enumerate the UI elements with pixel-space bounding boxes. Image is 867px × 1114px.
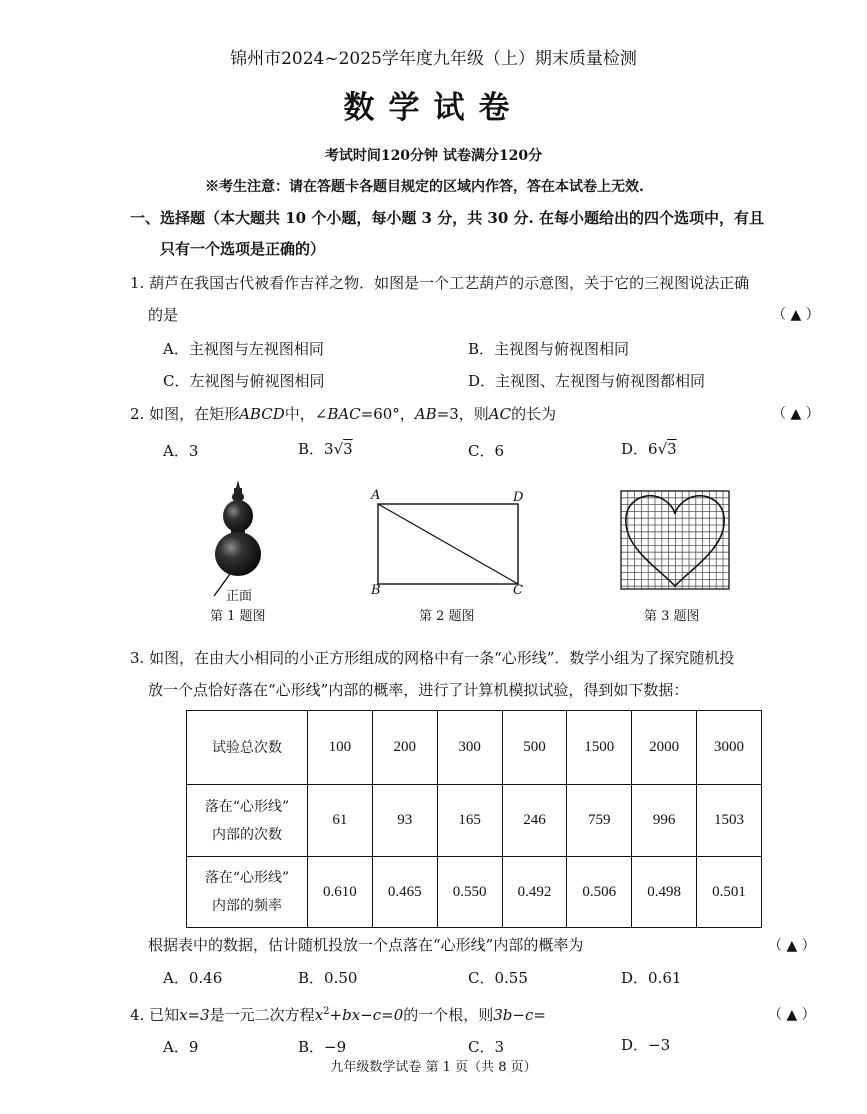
table-cell: 0.492 <box>502 857 567 928</box>
fig2-label-a: A <box>371 488 381 503</box>
q4-eq-rest: +bx−c=0 <box>329 1006 404 1024</box>
table-cell: 1500 <box>567 711 632 785</box>
q1-option-c: C．左视图与俯视图相同 <box>163 372 325 390</box>
q3-option-c: C．0.55 <box>468 969 528 987</box>
table-cell: 0.506 <box>567 857 632 928</box>
exam-header: 锦州市2024~2025学年度九年级（上）期末质量检测 <box>230 49 637 69</box>
table-cell: 0.465 <box>372 857 437 928</box>
q4-stem-mid: 是一元二次方程 <box>209 1006 315 1024</box>
table-cell: 100 <box>308 711 373 785</box>
q2-answer-mark: （ ▲ ） <box>772 406 820 422</box>
table-header-line: 落在“心形线” <box>204 798 290 815</box>
rectangle-figure <box>376 502 520 586</box>
q4-expression: 3b−c= <box>493 1006 546 1024</box>
table-cell: 759 <box>567 785 632 857</box>
table-cell: 246 <box>502 785 567 857</box>
grid-lines <box>621 491 729 589</box>
q4-eq-exponent: 2 <box>323 1006 330 1017</box>
table-header-line: 内部的频率 <box>212 898 282 914</box>
heart-grid-figure <box>620 490 730 590</box>
q2-option-d-coef: 6 <box>648 440 658 458</box>
sqrt-icon: √ <box>657 440 668 458</box>
q2-option-b <box>298 438 353 459</box>
q3-stem-cont: 放一个点恰好落在“心形线”内部的概率，进行了计算机模拟试验，得到如下数据： <box>148 681 689 699</box>
q1-option-d: D．主视图、左视图与俯视图都相同 <box>468 372 706 390</box>
simulation-table <box>186 710 762 928</box>
q2-option-b-prefix: B． <box>298 440 325 458</box>
table-cell: 0.550 <box>437 857 502 928</box>
table-cell: 200 <box>372 711 437 785</box>
q1-option-b: B．主视图与俯视图相同 <box>468 340 630 358</box>
table-header-cell <box>187 785 308 857</box>
q2-stem-mid2: =60°， <box>360 405 415 423</box>
q1-option-a: A．主视图与左视图相同 <box>163 340 324 358</box>
q4-option-b: B．−9 <box>298 1038 347 1056</box>
page-title: 数学试卷 <box>343 90 524 126</box>
table-cell: 3000 <box>697 711 762 785</box>
table-cell: 1503 <box>697 785 762 857</box>
q2-stem-pre: 2. 如图，在矩形 <box>130 405 240 423</box>
q3-question: 根据表中的数据，估计随机投放一个点落在“心形线”内部的概率为 <box>148 936 584 954</box>
q2-stem <box>130 403 556 424</box>
q2-option-d-prefix: D． <box>621 440 649 458</box>
fig1-caption: 第 1 题图 <box>210 609 266 624</box>
q4-option-a: A．9 <box>163 1038 199 1056</box>
q2-stem-mid1: 中，∠ <box>284 405 328 423</box>
table-row <box>187 711 762 785</box>
q3-option-a: A．0.46 <box>163 969 223 987</box>
page-footer: 九年级数学试卷 第 1 页（共 8 页） <box>330 1060 537 1075</box>
q3-option-d: D．0.61 <box>621 969 682 987</box>
q2-stem-mid3: =3，则 <box>436 405 489 423</box>
exam-info: 考试时间120分钟 试卷满分120分 <box>324 148 543 164</box>
q1-answer-mark: （ ▲ ） <box>772 307 820 323</box>
fig2-label-d: D <box>513 490 524 505</box>
q3-answer-mark: （ ▲ ） <box>768 938 816 954</box>
table-cell: 0.498 <box>632 857 697 928</box>
q3-option-b: B．0.50 <box>298 969 358 987</box>
q2-stem-post: 的长为 <box>511 405 557 423</box>
table-cell: 93 <box>372 785 437 857</box>
q4-stem-pre: 4. 已知 <box>130 1006 180 1024</box>
exam-notice: ※考生注意：请在答题卡各题目规定的区域内作答，答在本试卷上无效. <box>205 179 644 195</box>
table-cell: 165 <box>437 785 502 857</box>
table-cell: 0.501 <box>697 857 762 928</box>
fig2-label-b: B <box>371 583 381 598</box>
q2-option-c: C．6 <box>468 442 505 460</box>
section-heading: 一、选择题（本大题共 10 个小题，每小题 3 分，共 30 分. 在每小题给出的四个选项中，有且 <box>130 209 764 227</box>
q4-eq-x: x <box>314 1006 324 1024</box>
q4-stem-mid2: 的一个根，则 <box>403 1006 494 1024</box>
table-cell: 500 <box>502 711 567 785</box>
q4-stem <box>130 1004 546 1025</box>
q2-option-b-coef: 3 <box>324 440 334 458</box>
q2-option-d-radicand: 3 <box>667 440 677 458</box>
q4-condition: x=3 <box>179 1006 210 1024</box>
fig2-caption: 第 2 题图 <box>419 609 475 624</box>
q4-option-d: D．−3 <box>621 1036 671 1054</box>
table-header-cell: 试验总次数 <box>187 711 308 785</box>
q2-target: AC <box>488 405 512 423</box>
sqrt-icon: √ <box>333 440 344 458</box>
fig1-front-label: 正面 <box>226 589 253 604</box>
section-heading-cont: 只有一个选项是正确的） <box>160 240 326 258</box>
fig3-caption: 第 3 题图 <box>644 609 700 624</box>
q2-option-b-radicand: 3 <box>343 440 353 458</box>
table-cell: 0.610 <box>308 857 373 928</box>
table-cell: 61 <box>308 785 373 857</box>
q4-option-c: C．3 <box>468 1038 505 1056</box>
q1-stem: 1. 葫芦在我国古代被看作吉祥之物．如图是一个工艺葫芦的示意图，关于它的三视图说法正确 <box>130 274 750 292</box>
table-header-cell <box>187 857 308 928</box>
q2-rect-name: ABCD <box>239 405 285 423</box>
table-header-line: 落在“心形线” <box>204 870 290 886</box>
q1-stem-cont: 的是 <box>148 306 179 324</box>
table-row <box>187 785 762 857</box>
table-cell: 996 <box>632 785 697 857</box>
table-header-line: 内部的次数 <box>212 826 282 843</box>
fig2-label-c: C <box>513 583 523 598</box>
q3-stem: 3. 如图，在由大小相同的小正方形组成的网格中有一条“心形线”．数学小组为了探究随机投 <box>130 649 735 667</box>
table-cell: 2000 <box>632 711 697 785</box>
table-cell: 300 <box>437 711 502 785</box>
q4-answer-mark: （ ▲ ） <box>768 1007 816 1023</box>
table-row <box>187 857 762 928</box>
q2-segment: AB <box>414 405 437 423</box>
q2-angle-name: BAC <box>327 405 361 423</box>
q2-option-d <box>621 438 677 459</box>
q2-option-a: A．3 <box>163 442 199 460</box>
